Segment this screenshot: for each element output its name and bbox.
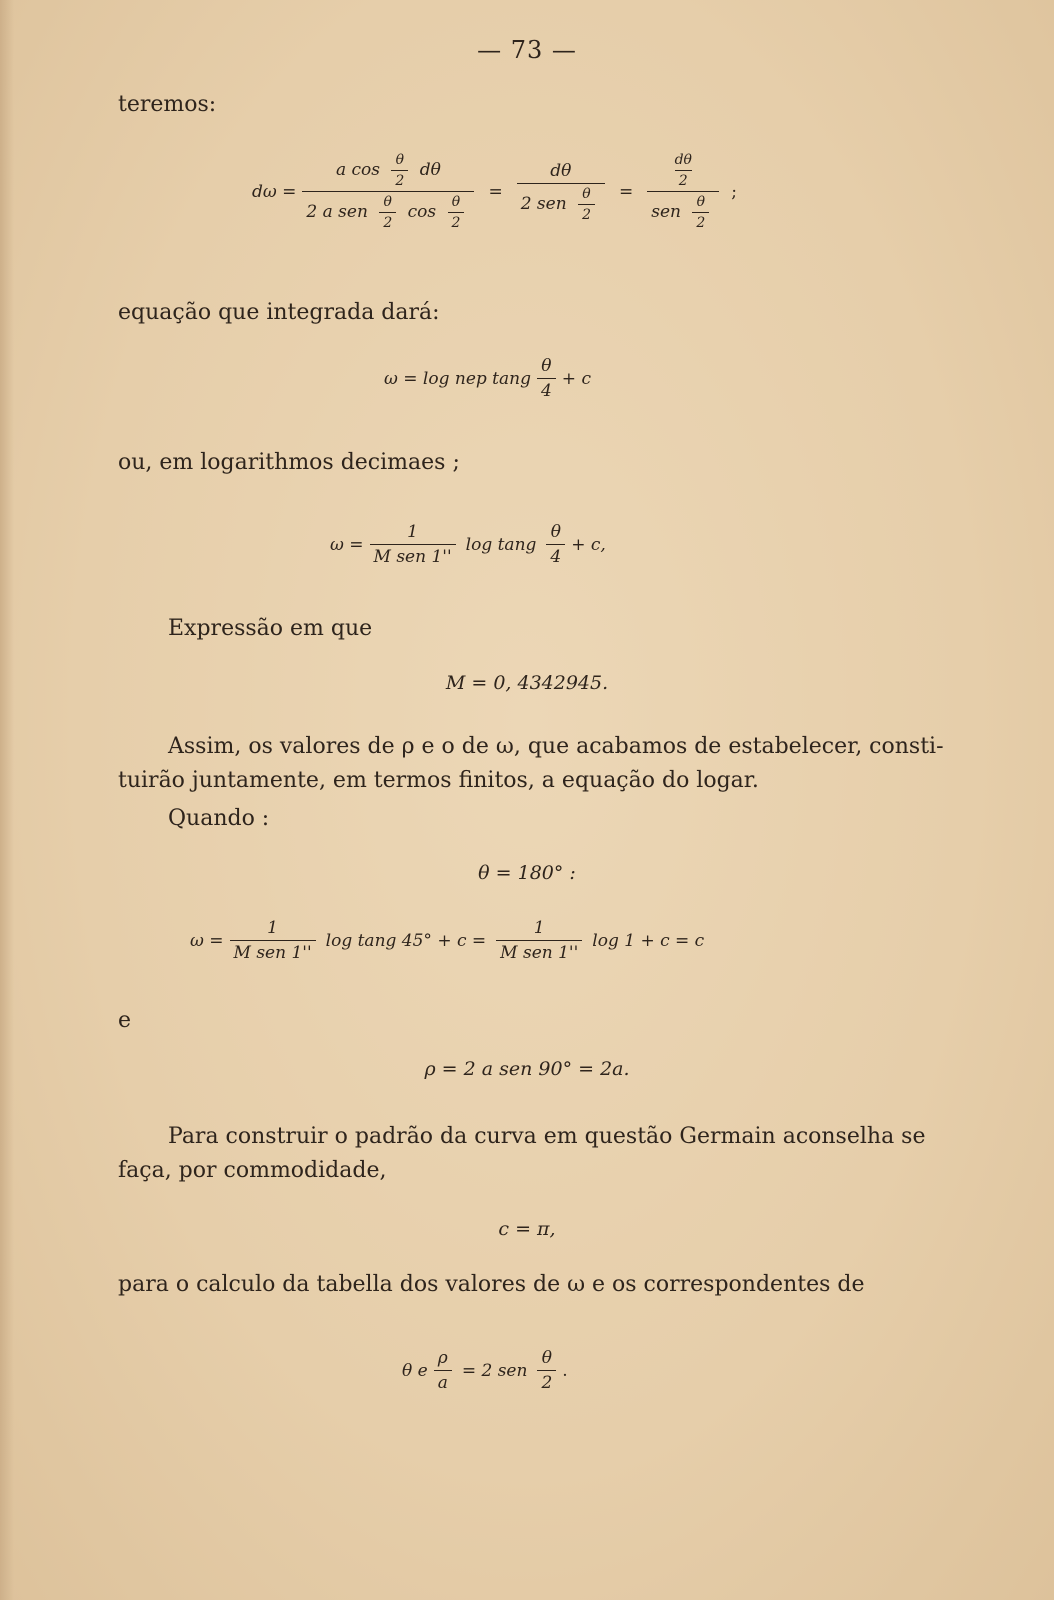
eq1-equals-1: =	[488, 181, 503, 202]
eq2-rhs: + c	[561, 368, 591, 389]
eq3-frac-num: 1	[407, 522, 418, 542]
eq3-frac-den: M sen 1''	[370, 544, 456, 567]
paragraph-para-construir-line2: faça, por commodidade,	[118, 1158, 387, 1183]
eq1-f1-num-a: a cos	[335, 160, 381, 180]
paragraph-expressao: Expressão em que	[168, 616, 373, 641]
eq1-f1-num-b: dθ	[419, 160, 441, 180]
eq1-fraction-2	[517, 161, 605, 223]
eq6-frac1-num: 1	[267, 918, 278, 938]
eq1-f3-den-frac-den: 2	[692, 212, 709, 231]
eq1-f3-den-a: sen	[651, 202, 681, 222]
eq3-fraction-2	[546, 522, 565, 567]
eq1-f1-den-frac2-den: 2	[448, 212, 465, 231]
paragraph-quando: Quando :	[168, 806, 270, 831]
paragraph-equacao-integrada: equação que integrada dará:	[118, 300, 440, 325]
eq9-frac1-num: ρ	[437, 1348, 448, 1368]
eq9-end: .	[562, 1360, 568, 1381]
paragraph-para-o-calculo: para o calculo da tabella dos valores de ω e os correspondentes de	[118, 1272, 865, 1297]
eq1-f3-num-num: dθ	[674, 152, 692, 168]
eq2-frac-den: 4	[537, 378, 556, 401]
eq6-mid: log tang 45° + c =	[325, 930, 487, 951]
eq3-fraction-1	[370, 522, 456, 567]
paragraph-e: e	[118, 1008, 132, 1033]
paragraph-teremos: teremos:	[118, 92, 217, 117]
equation-c-pi: c = π,	[498, 1218, 556, 1240]
page-number: — 73 —	[477, 36, 577, 64]
eq9-frac1-den: a	[434, 1370, 452, 1393]
equation-M-value: M = 0, 4342945.	[445, 672, 609, 694]
eq3-rhs: + c,	[571, 534, 606, 555]
eq1-f2-num: dθ	[550, 160, 572, 181]
eq3-frac2-num: θ	[550, 522, 561, 542]
eq1-f1-num-frac-den: 2	[391, 170, 408, 189]
eq1-f1-den-frac2-num: θ	[451, 194, 461, 210]
equation-log-nep	[384, 356, 591, 401]
eq9-frac2-den: 2	[537, 1370, 556, 1393]
equation-omega-log-tang-45	[190, 918, 708, 963]
equation-rho-2a: ρ = 2 a sen 90° = 2a.	[424, 1058, 630, 1080]
paragraph-assim-line2: tuirão juntamente, em termos finitos, a equação do logar.	[118, 768, 759, 793]
equation-log-tang	[330, 522, 606, 567]
eq1-f1-den-frac1-num: θ	[383, 194, 392, 210]
paragraph-para-construir-line1: Para construir o padrão da curva em questão Germain aconselha se	[168, 1124, 926, 1149]
eq1-lhs: dω =	[252, 181, 297, 202]
eq2-fraction	[537, 356, 556, 401]
eq3-lhs: ω =	[330, 534, 364, 555]
eq1-equals-2: =	[618, 181, 634, 202]
eq6-frac2-num: 1	[533, 918, 545, 938]
eq1-f1-den-a: 2 a sen	[306, 202, 368, 222]
eq1-f1-num-frac-num: θ	[395, 152, 405, 168]
eq6-frac1-den: M sen 1''	[230, 940, 316, 963]
eq6-frac2-den: M sen 1''	[496, 940, 582, 963]
eq6-fraction-1	[230, 918, 316, 963]
eq1-f2-den-frac-num: θ	[582, 185, 591, 202]
eq3-mid: log tang	[465, 534, 537, 555]
eq1-fraction-1	[302, 152, 474, 231]
eq1-f1-den-b: cos	[407, 202, 437, 222]
eq1-end: ;	[731, 181, 738, 202]
eq2-frac-num: θ	[541, 356, 552, 376]
eq2-lhs: ω = log nep tang	[384, 368, 531, 389]
eq6-rhs: log 1 + c = c	[592, 930, 705, 951]
eq1-f3-den-frac-num: θ	[696, 194, 706, 210]
page-edge-shadow	[0, 0, 14, 1600]
eq6-lhs: ω =	[190, 930, 224, 951]
eq3-frac2-den: 4	[546, 544, 565, 567]
equation-rho-over-a	[402, 1348, 568, 1393]
eq1-fraction-3	[647, 152, 719, 231]
eq1-f2-den-frac-den: 2	[578, 204, 595, 223]
equation-d-omega	[252, 152, 737, 231]
eq9-fraction-2	[537, 1348, 556, 1393]
eq9-frac2-num: θ	[541, 1348, 552, 1368]
eq1-f2-den-a: 2 sen	[520, 193, 567, 214]
eq9-mid: = 2 sen	[461, 1360, 528, 1381]
paragraph-assim-line1: Assim, os valores de ρ e o de ω, que acabamos de estabelecer, consti-	[168, 734, 944, 759]
eq9-fraction-1	[434, 1348, 452, 1393]
eq1-f1-den-frac1-den: 2	[379, 212, 396, 231]
paragraph-logarithmos-decimaes: ou, em logarithmos decimaes ;	[118, 450, 460, 475]
eq9-lhs: θ e	[402, 1360, 428, 1381]
equation-theta-180: θ = 180° :	[478, 862, 576, 884]
eq1-f3-num-den: 2	[675, 170, 692, 189]
eq6-fraction-2	[496, 918, 582, 963]
